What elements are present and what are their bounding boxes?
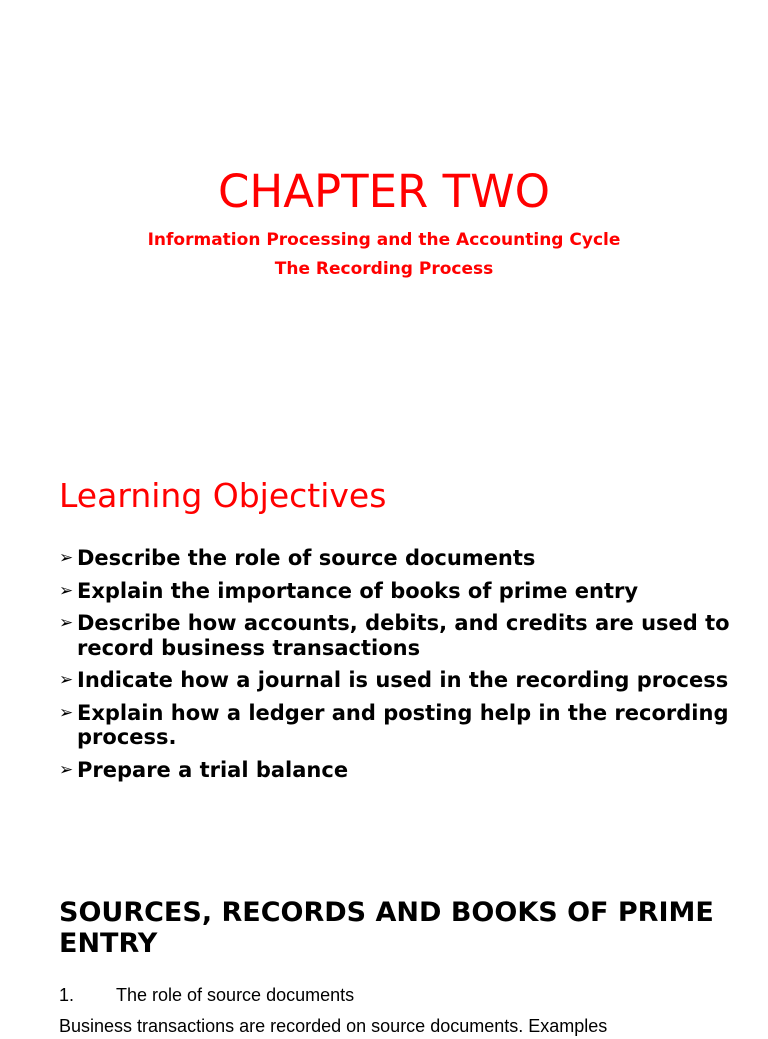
list-item: ➢ Describe how accounts, debits, and credits are used to record business transactions [59, 611, 730, 660]
chapter-subtitle-2: The Recording Process [274, 259, 494, 279]
learning-objectives-heading: Learning Objectives [59, 476, 387, 515]
list-item: ➢ Describe the role of source documents [59, 546, 536, 570]
item-number: 1. [59, 985, 75, 1005]
numbered-subheading [59, 982, 354, 1008]
chapter-title: CHAPTER TWO [217, 165, 551, 218]
list-item: ➢ Indicate how a journal is used in the recording process [59, 668, 729, 692]
item-title: The role of source documents [116, 985, 355, 1005]
arrow-bullet-icon: ➢ [59, 759, 74, 780]
list-item: ➢ Explain how a ledger and posting help in the recording process. [59, 700, 729, 749]
arrow-bullet-icon: ➢ [59, 702, 74, 723]
body-paragraph: Business transactions are recorded on source documents. Examples [59, 1016, 608, 1036]
sources-heading: SOURCES, RECORDS AND BOOKS OF PRIME ENTRY [59, 897, 714, 959]
arrow-bullet-icon: ➢ [59, 613, 74, 633]
arrow-bullet-icon: ➢ [59, 670, 74, 690]
list-item: ➢ Explain the importance of books of prime entry [59, 578, 639, 603]
chapter-subtitle: Information Processing and the Accounting Cycle [147, 230, 621, 250]
list-item: ➢ Prepare a trial balance [59, 757, 349, 782]
arrow-bullet-icon: ➢ [59, 580, 74, 601]
arrow-bullet-icon: ➢ [59, 548, 74, 568]
objectives-list [59, 546, 749, 790]
